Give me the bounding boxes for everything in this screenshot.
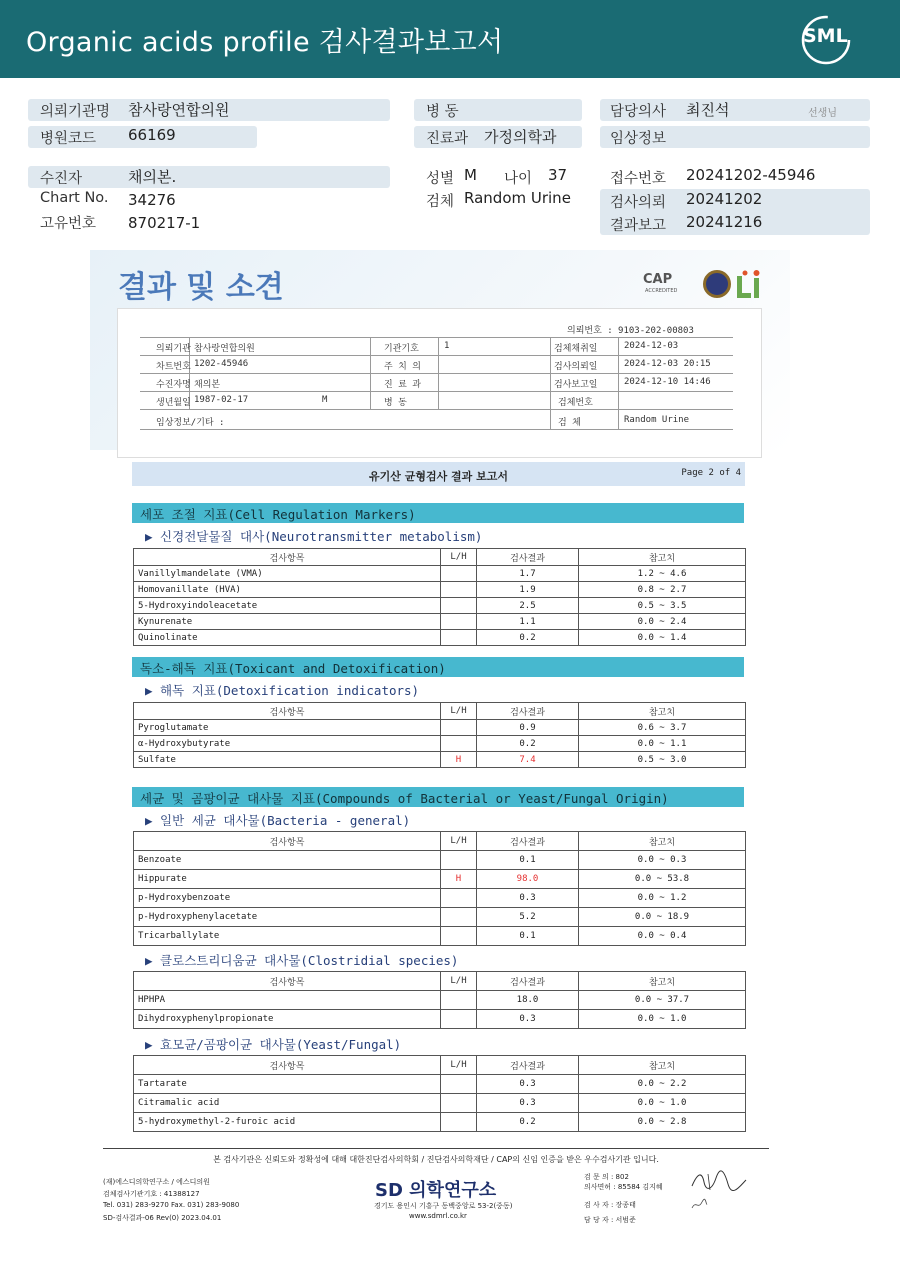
- flag: [441, 908, 477, 927]
- col-header-lh: L/H: [441, 549, 477, 566]
- report-value: 20241216: [686, 213, 763, 231]
- org-form: SD-검사결과-06 Rev(0) 2023.04.01: [103, 1214, 222, 1222]
- flag: [441, 851, 477, 870]
- flag: [441, 1094, 477, 1113]
- result-value: 0.2: [477, 630, 579, 646]
- col-header-result: 검사결과: [477, 703, 579, 720]
- request-value: 20241202: [686, 190, 763, 208]
- info-label: 검체채취일: [554, 344, 598, 354]
- item-name: Quinolinate: [134, 630, 441, 646]
- cap-logo: CAP: [643, 272, 673, 287]
- divider: [140, 373, 733, 374]
- info-label: 검 체: [558, 418, 581, 428]
- subcategory-clostridial: ▶ 클로스트리디움균 대사물(Clostridial species): [145, 953, 459, 968]
- report-label: 결과보고: [610, 218, 667, 234]
- info-value: 2024-12-03 20:15: [624, 359, 711, 369]
- sd-brand-logo: SD 의학연구소: [375, 1180, 497, 1201]
- reference-range: 0.5 ~ 3.5: [579, 598, 746, 614]
- flag: [441, 927, 477, 946]
- result-value: 0.1: [477, 851, 579, 870]
- flag: [441, 630, 477, 646]
- table-row: [134, 889, 746, 908]
- info-label: 의뢰기관: [156, 344, 191, 354]
- item-name: Benzoate: [134, 851, 441, 870]
- signer-tester: 검 사 자 : 장종태: [584, 1201, 636, 1209]
- request-label: 검사의뢰: [610, 195, 667, 211]
- info-label: 검체번호: [558, 398, 593, 408]
- result-value: 1.1: [477, 614, 579, 630]
- table-row: [134, 566, 746, 582]
- info-label: 주 치 의: [384, 362, 421, 372]
- receipt-label: 접수번호: [610, 171, 667, 187]
- page-title: Organic acids profile 검사결과보고서: [26, 27, 504, 58]
- flag: H: [441, 870, 477, 889]
- document-title: 결과 및 소견: [118, 270, 284, 305]
- table-row: [134, 908, 746, 927]
- table-row: [134, 870, 746, 889]
- result-document: [90, 250, 790, 1150]
- divider: [140, 409, 733, 410]
- table-row: [134, 582, 746, 598]
- col-header-result: 검사결과: [477, 832, 579, 851]
- flag: [441, 582, 477, 598]
- dept-label: 진료과: [426, 131, 469, 147]
- info-value: 참사랑연합의원: [194, 344, 255, 354]
- tester-signature-icon: [690, 1198, 708, 1212]
- flag: [441, 614, 477, 630]
- cap-sub: ACCREDITED: [645, 288, 678, 294]
- request-number: 의뢰번호 : 9103-202-00803: [567, 326, 694, 336]
- doctor-suffix: 선생님: [808, 108, 837, 119]
- signer-doctor: 의사면허 : 85584 김지혜: [584, 1183, 663, 1191]
- reference-range: 0.0 ~ 1.1: [579, 736, 746, 752]
- col-header-lh: L/H: [441, 703, 477, 720]
- result-value: 0.2: [477, 1113, 579, 1132]
- flag: [441, 720, 477, 736]
- result-value: 0.3: [477, 1075, 579, 1094]
- item-name: HPHPA: [134, 991, 441, 1010]
- results-table-detox: [133, 702, 746, 768]
- divider: [140, 391, 733, 392]
- result-value: 2.5: [477, 598, 579, 614]
- item-name: Tricarballylate: [134, 927, 441, 946]
- info-value: Random Urine: [624, 415, 690, 425]
- info-label: 차트번호: [156, 362, 191, 372]
- report-title: 유기산 균형검사 결과 보고서: [369, 470, 508, 483]
- flag: [441, 1113, 477, 1132]
- table-row: [134, 991, 746, 1010]
- col-header-result: 검사결과: [477, 972, 579, 991]
- info-label: 수진자명: [156, 380, 191, 390]
- subcategory-yeast-fungal: ▶ 효모균/곰팡이균 대사물(Yeast/Fungal): [145, 1037, 402, 1052]
- result-value: 18.0: [477, 991, 579, 1010]
- results-table-clostridial: [133, 971, 746, 1029]
- info-label: 검사의뢰일: [554, 362, 598, 372]
- info-label: 생년월일: [156, 398, 191, 408]
- info-value: 채의본: [194, 380, 221, 390]
- ward-label: 병 동: [426, 104, 459, 120]
- col-header-ref: 참고치: [579, 549, 746, 566]
- col-header-result: 검사결과: [477, 549, 579, 566]
- item-name: 5-hydroxymethyl-2-furoic acid: [134, 1113, 441, 1132]
- result-value: 0.3: [477, 1094, 579, 1113]
- result-value: 1.9: [477, 582, 579, 598]
- result-value: 1.7: [477, 566, 579, 582]
- category-bacterial-fungal: 세균 및 곰팡이균 대사물 지표(Compounds of Bacterial or Yeast/Fungal Origin): [132, 787, 744, 807]
- category-cell-regulation: 세포 조절 지표(Cell Regulation Markers): [132, 503, 744, 523]
- result-value: 98.0: [477, 870, 579, 889]
- page-number: Page 2 of 4: [681, 468, 741, 478]
- doctor-signature-icon: [688, 1168, 748, 1194]
- reference-range: 0.5 ~ 3.0: [579, 752, 746, 768]
- col-header-ref: 참고치: [579, 1056, 746, 1075]
- col-header-lh: L/H: [441, 1056, 477, 1075]
- item-name: Hippurate: [134, 870, 441, 889]
- table-row: [134, 1094, 746, 1113]
- signer-manager: 담 당 자 : 서범준: [584, 1216, 636, 1224]
- reference-range: 0.0 ~ 2.4: [579, 614, 746, 630]
- hospital-code-value: 66169: [128, 126, 176, 144]
- table-row: [134, 598, 746, 614]
- flag: [441, 566, 477, 582]
- info-label: 병 동: [384, 398, 407, 408]
- table-row: [134, 720, 746, 736]
- flag: [441, 889, 477, 908]
- org-code: 검체검사기관기호 : 41388127: [103, 1190, 200, 1198]
- website: www.sdmrl.co.kr: [409, 1212, 467, 1220]
- col-header-item: 검사항목: [134, 703, 441, 720]
- col-header-item: 검사항목: [134, 549, 441, 566]
- org-name: (재)에스디의학연구소 / 에스디의원: [103, 1178, 210, 1186]
- reference-range: 0.0 ~ 2.8: [579, 1113, 746, 1132]
- result-value: 0.2: [477, 736, 579, 752]
- info-value: 1987-02-17: [194, 395, 249, 405]
- reference-range: 1.2 ~ 4.6: [579, 566, 746, 582]
- flag: H: [441, 752, 477, 768]
- doctor-label: 담당의사: [610, 104, 667, 120]
- seal-icon: [703, 270, 731, 298]
- table-row: [134, 927, 746, 946]
- subcategory-neurotransmitter: ▶ 신경전달물질 대사(Neurotransmitter metabolism): [145, 529, 483, 544]
- item-name: p-Hydroxyphenylacetate: [134, 908, 441, 927]
- table-row: [134, 614, 746, 630]
- patient-label: 수진자: [40, 171, 83, 187]
- reference-range: 0.0 ~ 18.9: [579, 908, 746, 927]
- age-label: 나이: [504, 171, 533, 187]
- col-header-lh: L/H: [441, 972, 477, 991]
- report-title-bar: [132, 462, 745, 486]
- hospital-code-label: 병원코드: [40, 131, 97, 147]
- li-logo-icon: [735, 268, 763, 300]
- patient-bar: [28, 166, 390, 188]
- results-table-yeast: [133, 1055, 746, 1132]
- certification-note: 본 검사기관은 신뢰도와 정확성에 대해 대한진단검사의학회 / 진단검사의학재단 / CAP의 신임 인증을 받은 우수검사기관 입니다.: [213, 1155, 659, 1164]
- reference-range: 0.0 ~ 1.2: [579, 889, 746, 908]
- divider: [140, 429, 733, 430]
- item-name: Sulfate: [134, 752, 441, 768]
- doctor-value: 최진석: [686, 101, 730, 119]
- reference-range: 0.8 ~ 2.7: [579, 582, 746, 598]
- address: 경기도 용인시 기흥구 동백중앙로 53-2(중동): [374, 1202, 513, 1210]
- col-header-ref: 참고치: [579, 972, 746, 991]
- item-name: Homovanillate (HVA): [134, 582, 441, 598]
- institution-value: 참사랑연합의원: [128, 101, 230, 119]
- col-header-item: 검사항목: [134, 1056, 441, 1075]
- col-header-result: 검사결과: [477, 1056, 579, 1075]
- divider: [370, 337, 371, 409]
- info-value: 1202-45946: [194, 359, 249, 369]
- divider: [140, 355, 733, 356]
- info-label: 기관기호: [384, 344, 419, 354]
- table-row: [134, 1075, 746, 1094]
- divider: [438, 337, 439, 409]
- item-name: Dihydroxyphenylpropionate: [134, 1010, 441, 1029]
- sex-value: M: [464, 166, 477, 184]
- reference-range: 0.0 ~ 1.4: [579, 630, 746, 646]
- info-label: 검사보고일: [554, 380, 598, 390]
- col-header-item: 검사항목: [134, 832, 441, 851]
- flag: [441, 991, 477, 1010]
- unique-label: 고유번호: [40, 216, 97, 232]
- signer-inquiry: 검 문 의 : 802: [584, 1173, 629, 1181]
- reference-range: 0.0 ~ 2.2: [579, 1075, 746, 1094]
- results-table-bacteria: [133, 831, 746, 946]
- divider: [618, 337, 619, 429]
- col-header-item: 검사항목: [134, 972, 441, 991]
- chart-label: Chart No.: [40, 190, 109, 206]
- sml-logo-text: SML: [803, 25, 848, 47]
- item-name: Citramalic acid: [134, 1094, 441, 1113]
- specimen-value: Random Urine: [464, 189, 571, 207]
- result-value: 0.1: [477, 927, 579, 946]
- age-value: 37: [548, 166, 568, 184]
- table-row: [134, 630, 746, 646]
- table-row: [134, 752, 746, 768]
- reference-range: 0.0 ~ 1.0: [579, 1010, 746, 1029]
- patient-value: 채의본.: [128, 168, 177, 186]
- item-name: Pyroglutamate: [134, 720, 441, 736]
- specimen-label: 검체: [426, 194, 455, 210]
- reference-range: 0.0 ~ 37.7: [579, 991, 746, 1010]
- org-contact: Tel. 031) 283-9270 Fax. 031) 283-9080: [103, 1201, 240, 1209]
- reference-range: 0.0 ~ 0.3: [579, 851, 746, 870]
- clinical-label: 임상정보: [610, 131, 667, 147]
- result-value: 7.4: [477, 752, 579, 768]
- info-value: 2024-12-10 14:46: [624, 377, 711, 387]
- result-value: 0.9: [477, 720, 579, 736]
- item-name: p-Hydroxybenzoate: [134, 889, 441, 908]
- result-value: 0.3: [477, 1010, 579, 1029]
- info-value: 2024-12-03: [624, 341, 679, 351]
- unique-value: 870217-1: [128, 214, 201, 232]
- result-value: 0.3: [477, 889, 579, 908]
- item-name: 5-Hydroxyindoleacetate: [134, 598, 441, 614]
- receipt-value: 20241202-45946: [686, 166, 816, 184]
- table-row: [134, 1113, 746, 1132]
- info-label: 진 료 과: [384, 380, 421, 390]
- result-value: 5.2: [477, 908, 579, 927]
- item-name: Vanillylmandelate (VMA): [134, 566, 441, 582]
- dept-value: 가정의학과: [484, 128, 557, 146]
- flag: [441, 736, 477, 752]
- flag: [441, 1075, 477, 1094]
- clinical-other-label: 임상정보/기타 :: [156, 418, 225, 428]
- sex-label: 성별: [426, 171, 455, 187]
- divider: [550, 337, 551, 429]
- footer-divider: [103, 1148, 769, 1149]
- item-name: Kynurenate: [134, 614, 441, 630]
- col-header-ref: 참고치: [579, 703, 746, 720]
- col-header-lh: L/H: [441, 832, 477, 851]
- item-name: α-Hydroxybutyrate: [134, 736, 441, 752]
- results-table-neurotransmitter: [133, 548, 746, 646]
- col-header-ref: 참고치: [579, 832, 746, 851]
- table-row: [134, 851, 746, 870]
- reference-range: 0.6 ~ 3.7: [579, 720, 746, 736]
- item-name: Tartarate: [134, 1075, 441, 1094]
- info-sex: M: [322, 395, 328, 405]
- subcategory-bacteria: ▶ 일반 세균 대사물(Bacteria - general): [145, 813, 411, 828]
- reference-range: 0.0 ~ 1.0: [579, 1094, 746, 1113]
- chart-value: 34276: [128, 191, 176, 209]
- patient-info-box: [117, 308, 762, 458]
- reference-range: 0.0 ~ 0.4: [579, 927, 746, 946]
- table-row: [134, 1010, 746, 1029]
- institution-label: 의뢰기관명: [40, 104, 111, 120]
- divider: [140, 337, 733, 338]
- reference-range: 0.0 ~ 53.8: [579, 870, 746, 889]
- info-value: 1: [444, 341, 450, 351]
- header-bar: [0, 0, 900, 78]
- table-row: [134, 736, 746, 752]
- category-toxicant: 독소-해독 지표(Toxicant and Detoxification): [132, 657, 744, 677]
- flag: [441, 1010, 477, 1029]
- subcategory-detox: ▶ 해독 지표(Detoxification indicators): [145, 683, 420, 698]
- flag: [441, 598, 477, 614]
